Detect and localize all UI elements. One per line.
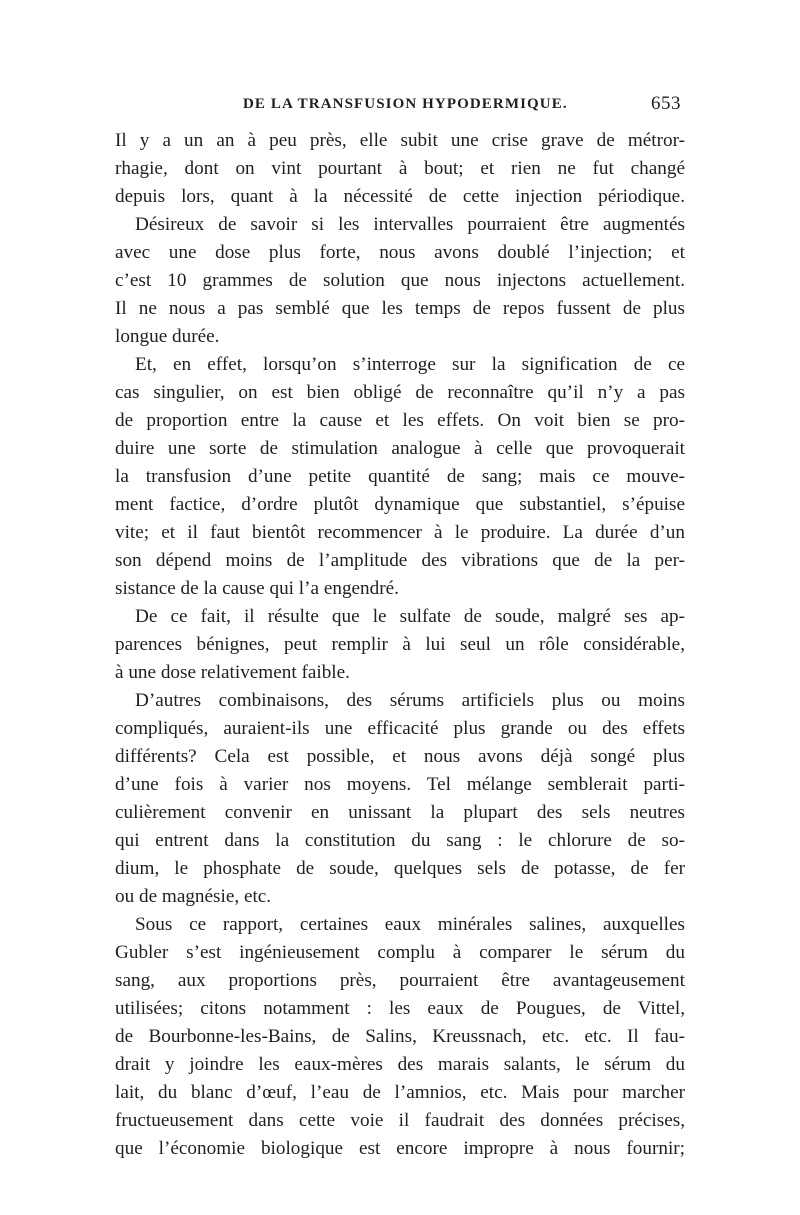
text-line: ou de magnésie, etc. (115, 886, 272, 907)
text-line: à une dose relativement faible. (115, 662, 350, 683)
text-line: duire une sorte de stimulation analogue à celle que provoquerait (115, 438, 685, 459)
paragraph-2 (115, 211, 685, 351)
running-title: DE LA TRANSFUSION HYPODERMIQUE. (243, 96, 568, 112)
running-head (115, 93, 685, 119)
text-line: utilisées; citons notamment : les eaux de Pougues, de Vittel, (115, 998, 685, 1019)
text-line: qui entrent dans la constitution du sang : le chlorure de so- (115, 830, 685, 851)
paragraph-1 (115, 127, 685, 211)
text-line: compliqués, auraient-ils une efficacité plus grande ou des effets (115, 718, 685, 739)
text-line: De ce fait, il résulte que le sulfate de soude, malgré ses ap- (135, 606, 685, 627)
text-line: Il y a un an à peu près, elle subit une crise grave de métror- (115, 130, 685, 151)
text-line: ment factice, d’ordre plutôt dynamique que substantiel, s’épuise (115, 494, 685, 515)
text-line: Gubler s’est ingénieusement complu à comparer le sérum du (115, 942, 685, 963)
text-line: rhagie, dont on vint pourtant à bout; et rien ne fut changé (115, 158, 685, 179)
paragraph-3 (115, 351, 685, 603)
text-line: différents? Cela est possible, et nous avons déjà songé plus (115, 746, 685, 767)
text-line: cas singulier, on est bien obligé de reconnaître qu’il n’y a pas (115, 382, 685, 403)
text-line: depuis lors, quant à la nécessité de cette injection périodique. (115, 186, 685, 207)
text-line: son dépend moins de l’amplitude des vibrations que de la per- (115, 550, 685, 571)
text-line: parences bénignes, peut remplir à lui seul un rôle considérable, (115, 634, 685, 655)
text-line: drait y joindre les eaux-mères des marais salants, le sérum du (115, 1054, 685, 1075)
text-line: Désireux de savoir si les intervalles pourraient être augmentés (135, 214, 685, 235)
text-line: Sous ce rapport, certaines eaux minérales salines, auxquelles (135, 914, 685, 935)
text-line: dium, le phosphate de soude, quelques sels de potasse, de fer (115, 858, 685, 879)
text-line: que l’économie biologique est encore impropre à nous fournir; (115, 1138, 685, 1159)
text-line: D’autres combinaisons, des sérums artificiels plus ou moins (135, 690, 685, 711)
text-line: vite; et il faut bientôt recommencer à le produire. La durée d’un (115, 522, 685, 543)
text-line: sistance de la cause qui l’a engendré. (115, 578, 399, 599)
text-line: lait, du blanc d’œuf, l’eau de l’amnios, etc. Mais pour marcher (115, 1082, 685, 1103)
text-line: sang, aux proportions près, pourraient être avantageusement (115, 970, 685, 991)
body-text (115, 127, 685, 1163)
text-line: c’est 10 grammes de solution que nous injectons actuellement. (115, 270, 685, 291)
page-number: 653 (651, 93, 681, 114)
text-line: Et, en effet, lorsqu’on s’interroge sur la signification de ce (135, 354, 685, 375)
text-line: de Bourbonne-les-Bains, de Salins, Kreussnach, etc. etc. Il fau- (115, 1026, 685, 1047)
paragraph-5 (115, 687, 685, 911)
text-line: d’une fois à varier nos moyens. Tel mélange semblerait parti- (115, 774, 685, 795)
text-line: de proportion entre la cause et les effets. On voit bien se pro- (115, 410, 685, 431)
text-line: fructueusement dans cette voie il faudrait des données précises, (115, 1110, 685, 1131)
text-line: avec une dose plus forte, nous avons doublé l’injection; et (115, 242, 685, 263)
text-line: longue durée. (115, 326, 220, 347)
paragraph-6 (115, 911, 685, 1163)
paragraph-4 (115, 603, 685, 687)
text-line: la transfusion d’une petite quantité de sang; mais ce mouve- (115, 466, 685, 487)
text-line: culièrement convenir en unissant la plupart des sels neutres (115, 802, 685, 823)
text-line: Il ne nous a pas semblé que les temps de repos fussent de plus (115, 298, 685, 319)
